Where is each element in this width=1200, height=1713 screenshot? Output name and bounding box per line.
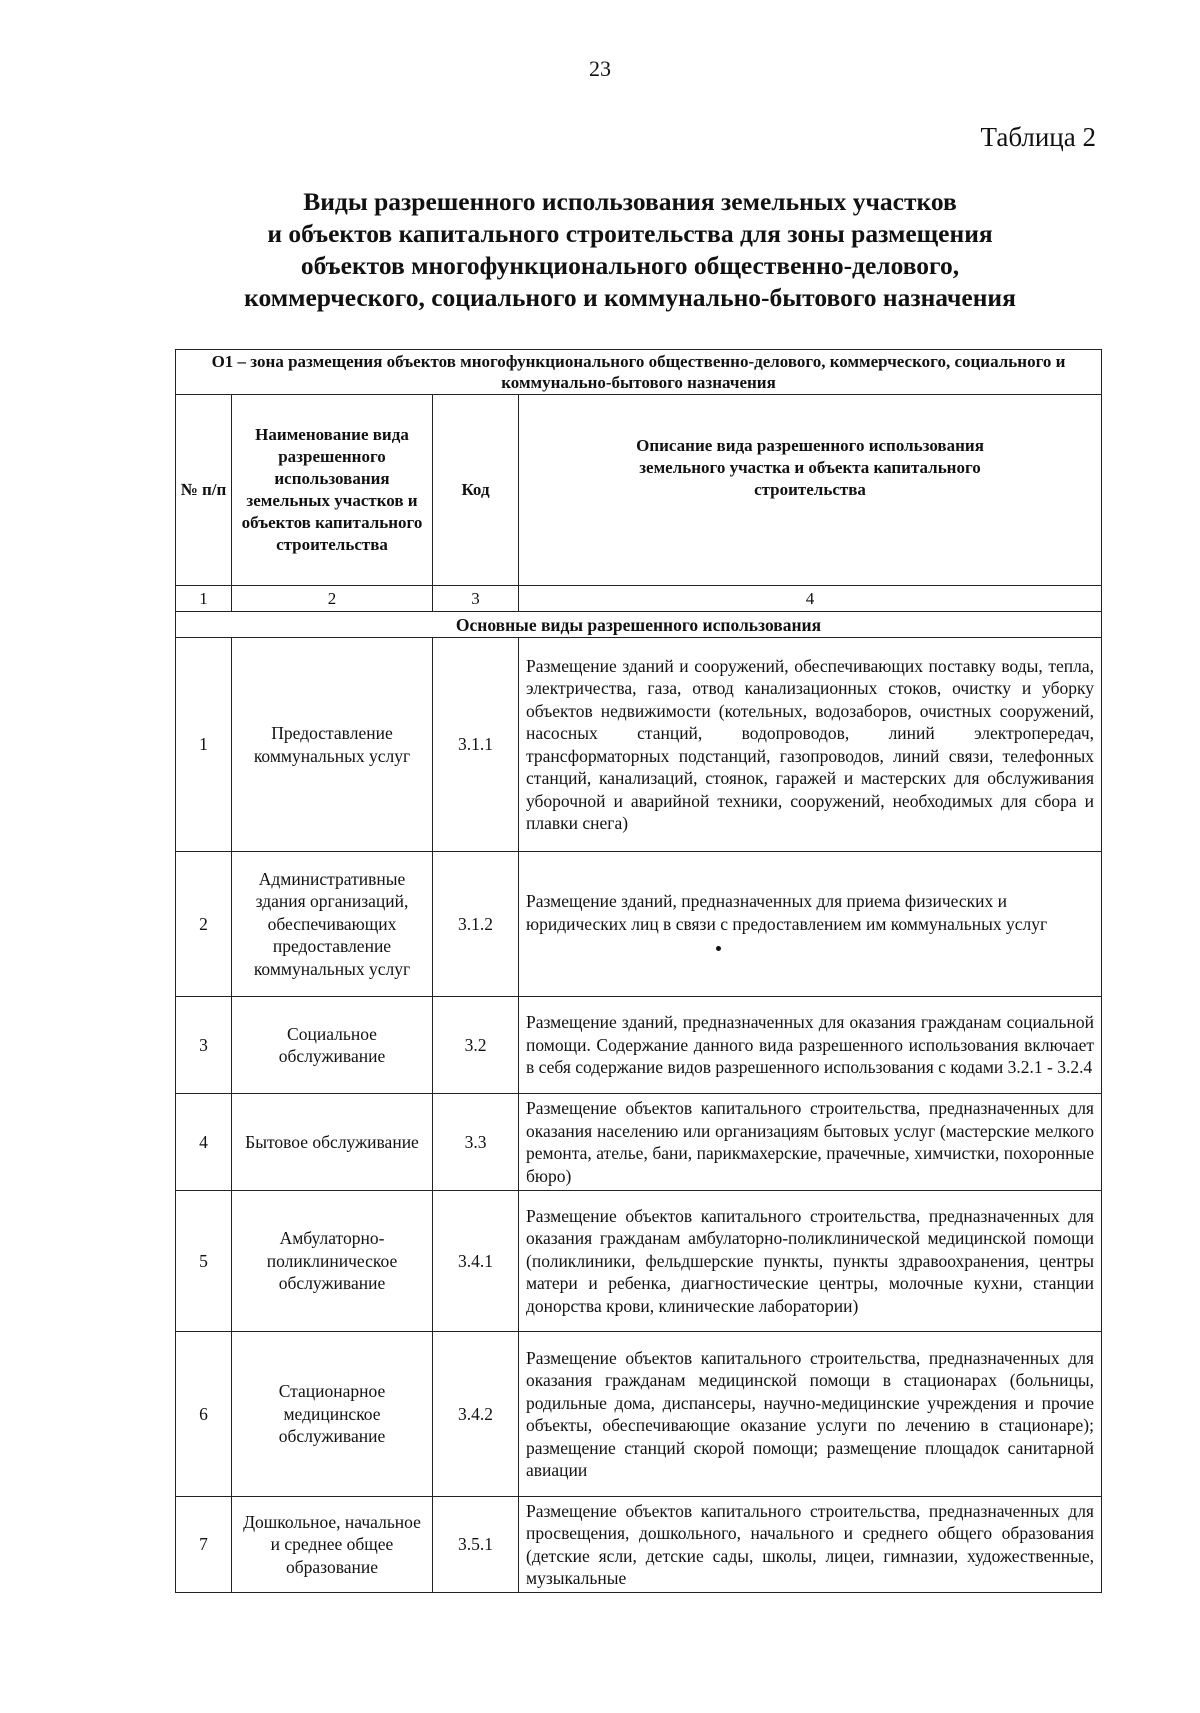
title-line: коммерческого, социального и коммунально-бытового назначения (244, 283, 1016, 312)
table-label: Таблица 2 (980, 122, 1096, 152)
ink-dot (716, 946, 721, 951)
use-code: 3.1.2 (433, 852, 519, 997)
use-name: Дошкольное, начальное и среднее общее образование (232, 1497, 433, 1593)
use-name: Предоставление коммунальных услуг (232, 638, 433, 852)
use-description: Размещение зданий, предназначенных для оказания гражданам социальной помощи. Содержание данного вида разрешенного использования включает в себя содержание видов разрешенного использования с кодами 3.2.1 - 3.2.4 (519, 997, 1102, 1094)
column-number: 1 (176, 586, 232, 612)
use-description (519, 852, 1102, 997)
use-description: Размещение объектов капитального строительства, предназначенных для оказания гражданам амбулаторно-поликлинической медицинской помощи (поликлиники, фельдшерские пункты, пункты здравоохранения, центры матери и ребенка, диагностические центры, молочные кухни, станции донорства крови, клинические лаборатории) (519, 1191, 1102, 1332)
row-number: 7 (176, 1497, 232, 1593)
use-description: Размещение объектов капитального строительства, предназначенных для просвещения, дошкольного, начального и среднего общего образования (детские ясли, детские сады, школы, лицеи, гимназии, художественные, музыкальные (519, 1497, 1102, 1593)
table-row (176, 997, 1102, 1094)
row-number: 3 (176, 997, 232, 1094)
use-description: Размещение объектов капитального строительства, предназначенных для оказания гражданам медицинской помощи в стационарах (больницы, родильные дома, диспансеры, научно-медицинские учреждения и прочие объекты, обеспечивающие оказание услуги по лечению в стационаре); размещение станций скорой помощи; размещение площадок санитарной авиации (519, 1332, 1102, 1497)
title-line: Виды разрешенного использования земельных участков (303, 187, 957, 216)
header-row (176, 395, 1102, 586)
table-row (176, 1332, 1102, 1497)
zone-caption: О1 – зона размещения объектов многофункционального общественно-делового, коммерческого, социального и коммунально-бытового назначения (176, 350, 1102, 395)
use-description: Размещение объектов капитального строительства, предназначенных для оказания населению или организациям бытовых услуг (мастерские мелкого ремонта, ателье, бани, парикмахерские, прачечные, химчистки, похоронные бюро) (519, 1094, 1102, 1191)
section-title: Основные виды разрешенного использования (176, 612, 1102, 638)
use-description-text: Размещение зданий, предназначенных для приема физических и юридических лиц в связи с предоставлением им коммунальных услуг (526, 891, 1048, 934)
column-number: 2 (232, 586, 433, 612)
title-line: объектов многофункционального общественно-делового, (300, 251, 960, 280)
use-name: Социальное обслуживание (232, 997, 433, 1094)
row-number: 5 (176, 1191, 232, 1332)
use-name: Стационарное медицинское обслуживание (232, 1332, 433, 1497)
header-name: Наименование вида разрешенного использования земельных участков и объектов капитального строительства (232, 395, 433, 586)
page-number: 23 (589, 56, 611, 81)
use-code: 3.4.1 (433, 1191, 519, 1332)
use-code: 3.3 (433, 1094, 519, 1191)
use-code: 3.1.1 (433, 638, 519, 852)
table-row (176, 852, 1102, 997)
document-title (150, 186, 1110, 314)
column-number-row (176, 586, 1102, 612)
table-row (176, 1094, 1102, 1191)
use-name: Бытовое обслуживание (232, 1094, 433, 1191)
zone-caption-row (176, 350, 1102, 395)
table-row (176, 1191, 1102, 1332)
table-row (176, 1497, 1102, 1593)
land-use-table (175, 349, 1102, 1593)
use-code: 3.4.2 (433, 1332, 519, 1497)
use-code: 3.5.1 (433, 1497, 519, 1593)
section-row (176, 612, 1102, 638)
row-number: 2 (176, 852, 232, 997)
use-name: Административные здания организаций, обеспечивающих предоставление коммунальных услуг (232, 852, 433, 997)
use-description: Размещение зданий и сооружений, обеспечивающих поставку воды, тепла, электричества, газа, отвод канализационных стоков, очистку и уборку объектов недвижимости (котельных, водозаборов, очистных сооружений, насосных станций, водопроводов, линий электропередач, трансформаторных подстанций, газопроводов, линий связи, телефонных станций, канализаций, стоянок, гаражей и мастерских для обслуживания уборочной и аварийной техники, сооружений, необходимых для сбора и плавки снега) (519, 638, 1102, 852)
column-number: 3 (433, 586, 519, 612)
column-number: 4 (519, 586, 1102, 612)
header-code: Код (433, 395, 519, 586)
use-name: Амбулаторно-поликлиническое обслуживание (232, 1191, 433, 1332)
title-line: и объектов капитального строительства для зоны размещения (267, 219, 993, 248)
use-code: 3.2 (433, 997, 519, 1094)
header-num: № п/п (176, 395, 232, 586)
table-row (176, 638, 1102, 852)
row-number: 1 (176, 638, 232, 852)
header-description: Описание вида разрешенного использования земельного участка и объекта капитального строительства (519, 395, 1102, 586)
row-number: 6 (176, 1332, 232, 1497)
row-number: 4 (176, 1094, 232, 1191)
